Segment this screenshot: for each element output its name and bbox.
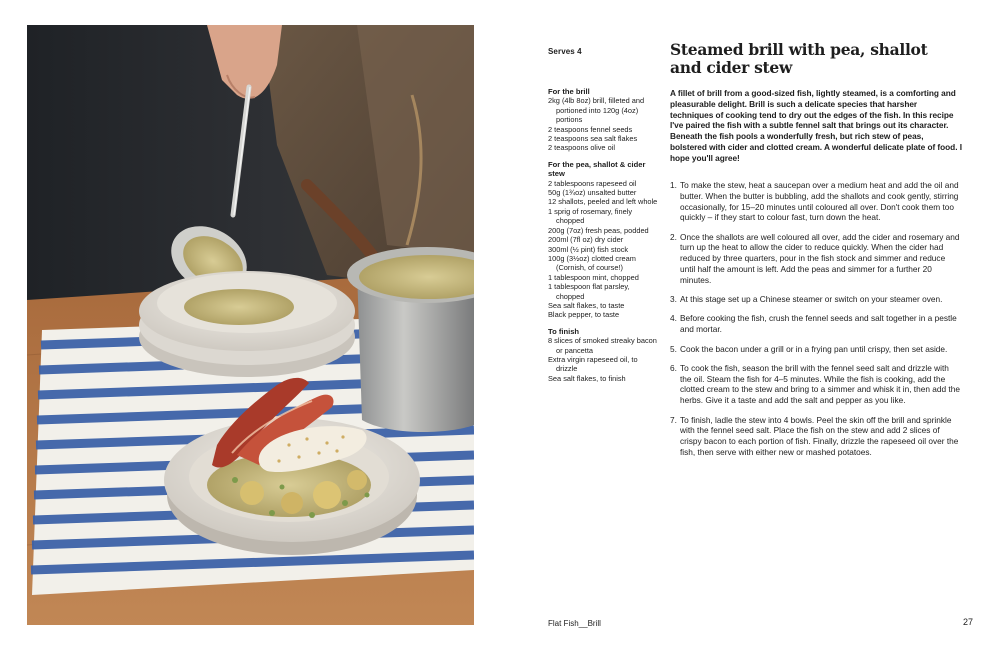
ingredient-item: 50g (1¾oz) unsalted butter: [548, 188, 637, 198]
method-step: [670, 294, 962, 305]
method-step: [670, 232, 962, 286]
step-text: To cook the fish, season the brill with the fennel seed salt and drizzle with the oil. Steam the fish for 4–5 minutes. While the fish is cooking, add the clotted cream to the stew and bring to a simmer and whisk it in, then add the herbs. Give it a taste and add the salt and pepper as you like.: [680, 362, 960, 406]
ingredient-item: Extra virgin rapeseed oil, to drizzle: [548, 354, 638, 374]
step-number: 1.: [670, 180, 677, 190]
ingredient-item: 2 teaspoons olive oil: [548, 143, 615, 153]
method-step: [670, 313, 962, 335]
ingredient-item: 100g (3½oz) clotted cream (Cornish, of course!): [548, 253, 636, 273]
step-number: 5.: [670, 343, 677, 354]
running-footer: Flat Fish__Brill: [548, 619, 601, 628]
step-number: 6.: [670, 362, 677, 373]
step-text: At this stage set up a Chinese steamer or switch on your steamer oven.: [680, 294, 943, 305]
ingredient-item: 1 tablespoon flat parsley, chopped: [548, 282, 630, 301]
ingredient-item: Black pepper, to taste: [548, 310, 620, 320]
step-number: 3.: [670, 294, 677, 305]
food-photo-illustration: [27, 25, 474, 625]
ingredient-item: 2 tablespoons rapeseed oil: [548, 178, 637, 188]
ingredients-stew: [548, 160, 660, 320]
method-step: [670, 180, 962, 223]
food-photo: [27, 25, 474, 625]
step-text: To finish, ladle the stew into 4 bowls. Peel the skin off the brill and sprinkle with the fennel seed salt. Place the fish on the stew and add 2 slices of crispy bacon to each portion of fish. Finally, drizzle the rapeseed oil over the fish, then serve with either new or mashed potatoes.: [680, 414, 959, 457]
serves-label: Serves 4: [548, 47, 582, 56]
ingredient-item: 2kg (4lb 8oz) brill, filleted and portioned into 120g (4oz) portions: [548, 96, 645, 125]
method-step: [670, 363, 962, 406]
step-number: 2.: [670, 231, 677, 242]
method-steps: [670, 180, 962, 466]
ingredient-item: 1 tablespoon mint, chopped: [548, 272, 639, 282]
step-text: Before cooking the fish, crush the fennel seeds and salt together in a pestle and mortar.: [680, 313, 957, 335]
ingredients-heading: For the pea, shallot & cider stew: [548, 159, 646, 179]
ingredient-item: 300ml (½ pint) fish stock: [548, 244, 629, 254]
ingredient-item: 12 shallots, peeled and left whole: [548, 197, 658, 207]
ingredient-item: 2 teaspoons sea salt flakes: [548, 134, 638, 144]
page-number: 27: [962, 617, 973, 627]
ingredients-heading: For the brill: [548, 87, 590, 96]
ingredient-item: 200ml (7fl oz) dry cider: [548, 235, 624, 245]
ingredient-item: 8 slices of smoked streaky bacon or pancetta: [548, 336, 657, 355]
method-step: [670, 415, 962, 458]
step-text: To make the stew, heat a saucepan over a medium heat and add the oil and butter. When the butter is bubbling, add the shallots and cook gently, stirring occasionally, for 15–20 minutes until coloured all over. Don't cook them too quickly – if they start to colour fast, turn down the heat.: [680, 180, 959, 223]
ingredient-item: Sea salt flakes, to finish: [548, 373, 626, 383]
method-step: [670, 344, 962, 355]
step-number: 4.: [670, 313, 677, 324]
ingredients-heading: To finish: [548, 326, 580, 336]
ingredients-list: [548, 87, 660, 390]
ingredient-item: 200g (7oz) fresh peas, podded: [548, 225, 649, 235]
ingredient-item: Sea salt flakes, to taste: [548, 300, 625, 310]
step-text: Cook the bacon under a grill or in a frying pan until crispy, then set aside.: [680, 343, 948, 354]
ingredients-finish: [548, 327, 660, 383]
ingredient-item: 2 teaspoons fennel seeds: [548, 124, 633, 134]
step-text: Once the shallots are well coloured all over, add the cider and rosemary and turn up the heat to allow the cider to reduce quickly. When the cider had reduced by three quarters, pour in the fish stock and simmer and reduce until half the amount is left. Add the peas and simmer for a further 20 minutes.: [680, 231, 960, 285]
ingredient-item: 1 sprig of rosemary, finely chopped: [548, 206, 633, 226]
recipe-intro: A fillet of brill from a good-sized fish, lightly steamed, is a comforting and pleasurable delight. Brill is such a delicate species that harsher techniques of cooking tend to dry out the edges of the fish. In this recipe I've paired the fish with a subtle fennel salt that brings out its character. Beneath the fish pools a wonderfully fresh, but rich stew of peas, bolstered with cider and clotted cream. A wonderful delicate plate of food. I hope you'll agree!: [670, 88, 962, 163]
step-number: 7.: [670, 414, 677, 425]
recipe-title: Steamed brill with pea, shallot and cider stew: [670, 40, 928, 77]
ingredients-brill: [548, 87, 660, 153]
